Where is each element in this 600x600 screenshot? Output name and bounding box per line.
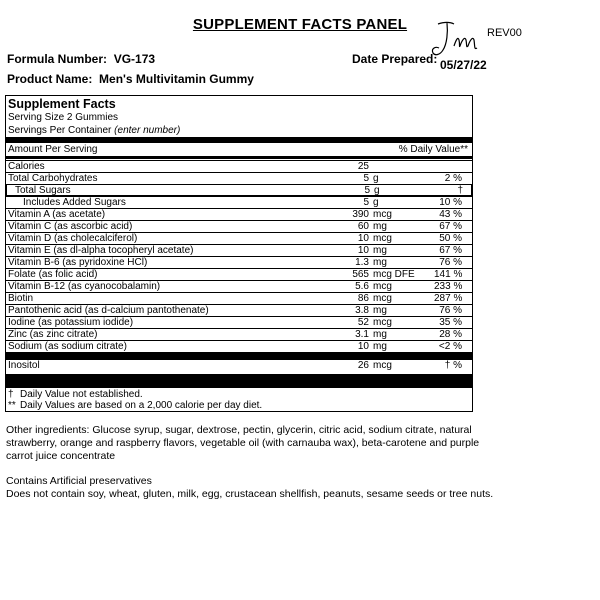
supplement-facts-panel <box>5 95 473 412</box>
nutrient-unit: mcg <box>373 281 392 292</box>
nutrient-unit: mcg <box>373 233 392 244</box>
thick-divider <box>6 137 472 143</box>
nutrient-qty: 86 <box>357 293 369 304</box>
nutrient-dv: 233 % <box>434 281 463 292</box>
nutrient-name: Vitamin C (as ascorbic acid) <box>8 221 133 232</box>
nutrient-dv: 67 % <box>439 245 462 256</box>
allergen-statement: Does not contain soy, wheat, gluten, milk, egg, crustacean shellfish, peanuts, sesame seeds or tree nuts. <box>6 488 494 500</box>
nutrient-qty: 10 <box>357 341 369 352</box>
nutrient-qty: 3.1 <box>355 329 369 340</box>
nutrient-dv: 287 % <box>434 293 463 304</box>
nutrient-row <box>6 196 472 208</box>
medium-divider <box>6 156 472 159</box>
nutrient-row <box>6 232 472 244</box>
nutrient-dv: 43 % <box>439 209 462 220</box>
nutrient-unit: mcg DFE <box>373 269 415 280</box>
nutrient-name: Zinc (as zinc citrate) <box>8 329 98 340</box>
nutrient-unit: mg <box>373 257 387 268</box>
nutrient-row <box>6 208 472 220</box>
nutrient-name: Vitamin D (as cholecalciferol) <box>8 233 138 244</box>
date-prepared: Date Prepared: <box>352 52 438 66</box>
nutrient-qty: 5 <box>363 197 369 208</box>
nutrient-dv: 10 % <box>439 197 462 208</box>
nutrient-name: Includes Added Sugars <box>23 197 126 208</box>
nutrient-dv: 141 % <box>434 269 463 280</box>
nutrient-qty: 5 <box>363 173 369 184</box>
nutrient-qty: 10 <box>357 245 369 256</box>
nutrient-dv: <2 % <box>438 341 462 352</box>
nutrient-row <box>6 280 472 292</box>
page-title: SUPPLEMENT FACTS PANEL <box>192 16 408 33</box>
nutrient-row <box>6 340 472 352</box>
nutrient-qty: 5.6 <box>355 281 369 292</box>
nutrient-name: Vitamin B-6 (as pyridoxine HCl) <box>8 257 148 268</box>
nutrient-name: Biotin <box>8 293 34 304</box>
nutrient-name: Iodine (as potassium iodide) <box>8 317 134 328</box>
nutrient-name: Vitamin E (as dl-alpha tocopheryl acetate) <box>8 245 194 256</box>
nutrient-qty: 3.8 <box>355 305 369 316</box>
nutrient-dv: 35 % <box>439 317 462 328</box>
nutrient-qty: 5 <box>364 185 370 196</box>
nutrient-qty: 10 <box>357 233 369 244</box>
nutrient-dv: 76 % <box>439 257 462 268</box>
nutrient-qty: 60 <box>357 221 369 232</box>
panel-title: Supplement Facts <box>8 97 116 111</box>
thick-divider <box>6 352 472 360</box>
formula-number: Formula Number: VG-173 <box>7 52 156 66</box>
nutrient-unit: mg <box>373 305 387 316</box>
nutrient-unit: mcg <box>373 209 392 220</box>
nutrient-unit: mg <box>373 221 387 232</box>
nutrient-name: Vitamin A (as acetate) <box>8 209 106 220</box>
nutrient-row <box>6 328 472 340</box>
footnote-daily-value: ** Daily Values are based on a 2,000 calorie per day diet. <box>8 400 263 411</box>
nutrient-row <box>6 184 472 196</box>
product-name: Product Name: Men's Multivitamin Gummy <box>7 72 254 86</box>
nutrient-row <box>6 268 472 280</box>
nutrient-dv: † <box>457 185 463 196</box>
nutrient-unit: g <box>373 173 379 184</box>
nutrient-row <box>6 244 472 256</box>
nutrient-qty: 52 <box>357 317 369 328</box>
nutrient-name: Total Carbohydrates <box>8 173 98 184</box>
nutrient-qty: 390 <box>352 209 369 220</box>
nutrient-row <box>6 256 472 268</box>
nutrient-name: Calories <box>8 161 45 172</box>
nutrient-qty: 25 <box>357 161 369 172</box>
nutrient-name: Total Sugars <box>15 185 71 196</box>
signature-initials <box>430 18 486 62</box>
nutrient-name: Pantothenic acid (as d-calcium pantothenate) <box>8 305 209 316</box>
footnote-dagger: † Daily Value not established. <box>8 389 143 400</box>
nutrient-unit: g <box>373 197 379 208</box>
nutrient-row <box>6 292 472 304</box>
nutrient-row <box>6 220 472 232</box>
nutrient-dv: 76 % <box>439 305 462 316</box>
revision-label: REV00 <box>487 27 522 39</box>
servings-per-container: Servings Per Container (enter number) <box>8 125 181 136</box>
nutrient-unit: mg <box>373 329 387 340</box>
serving-size: Serving Size 2 Gummies <box>8 112 119 123</box>
nutrient-row <box>6 172 472 184</box>
nutrient-qty: 565 <box>352 269 369 280</box>
amount-header-row: Amount Per Serving % Daily Value** <box>8 144 468 155</box>
preservatives-note: Contains Artificial preservatives <box>6 475 152 487</box>
nutrient-dv: 2 % <box>444 173 462 184</box>
other-ingredients: Other ingredients: Glucose syrup, sugar, dextrose, pectin, glycerin, citric acid, sodium citrate, natural strawberry, orange and raspberry flavors, vegetable oil (with carnauba wax), beta-carotene and purple carrot juice concentrate <box>6 424 480 462</box>
nutrient-name: Vitamin B-12 (as cyanocobalamin) <box>8 281 161 292</box>
nutrient-row <box>6 316 472 328</box>
nutrient-row <box>6 304 472 316</box>
nutrient-row <box>6 160 472 172</box>
nutrient-unit: g <box>374 185 380 196</box>
nutrient-unit: mcg <box>373 293 392 304</box>
nutrient-unit: mg <box>373 341 387 352</box>
nutrient-name: Sodium (as sodium citrate) <box>8 341 127 352</box>
date-value: 05/27/22 <box>440 58 487 72</box>
nutrient-dv: 28 % <box>439 329 462 340</box>
nutrient-dv: 67 % <box>439 221 462 232</box>
nutrient-row-inositol: Inositol 26 mcg † % <box>8 360 462 371</box>
nutrient-dv: 50 % <box>439 233 462 244</box>
nutrient-qty: 1.3 <box>355 257 369 268</box>
nutrient-unit: mcg <box>373 317 392 328</box>
thick-divider <box>6 374 472 388</box>
nutrient-unit: mg <box>373 245 387 256</box>
nutrient-name: Folate (as folic acid) <box>8 269 98 280</box>
